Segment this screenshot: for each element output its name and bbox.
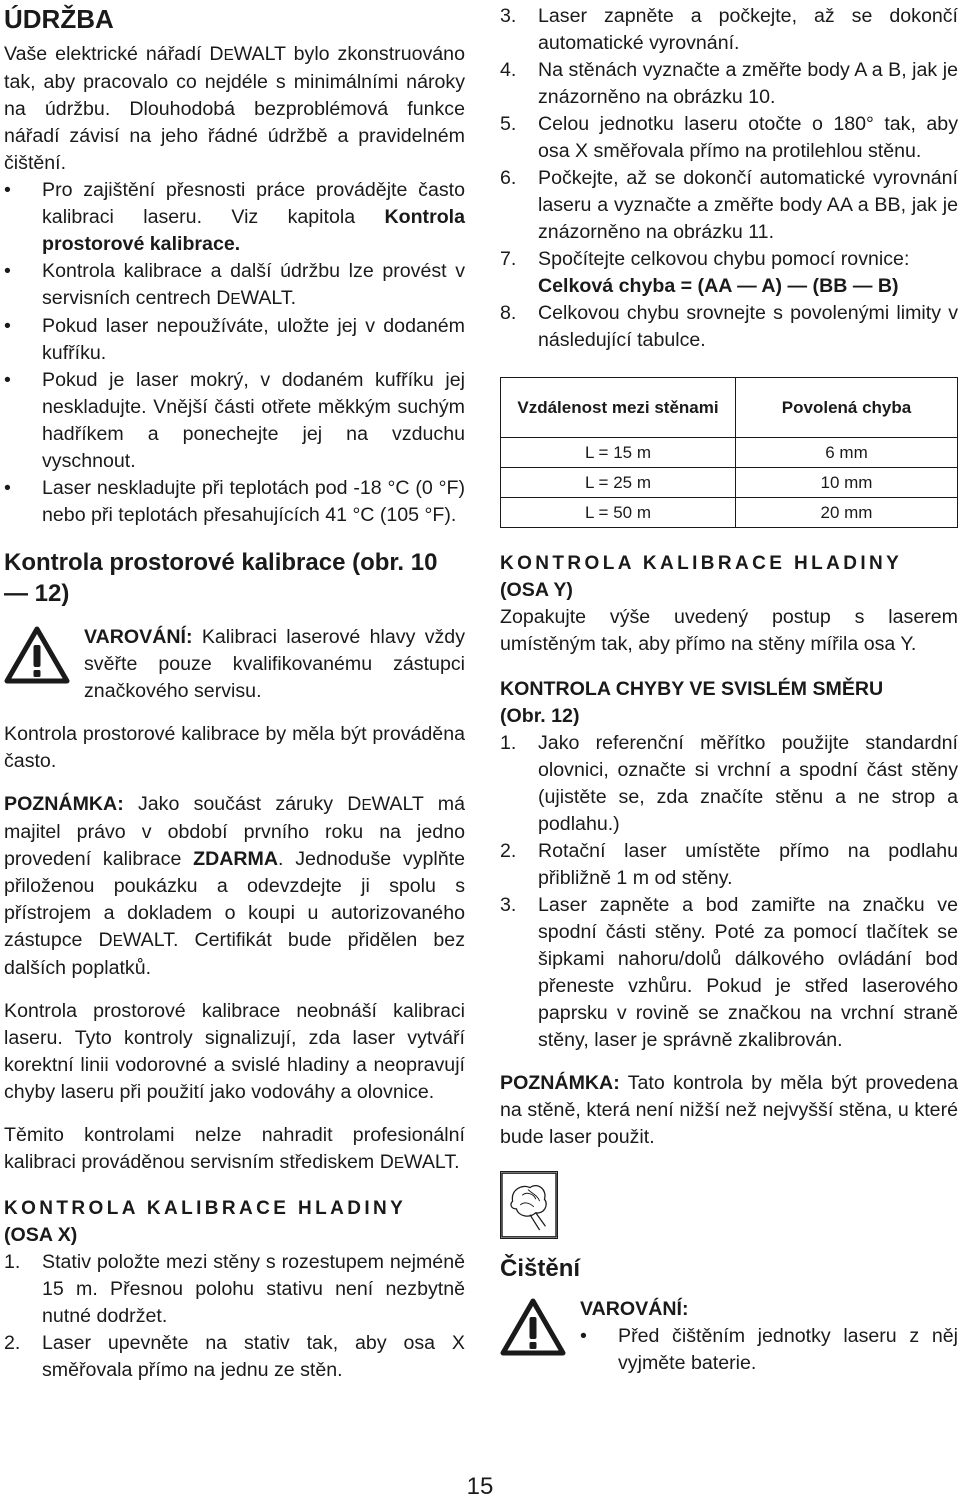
- list-item: • Laser neskladujte při teplotách pod -18 °C (0 °F) nebo při teplotách přesahujících 41 °C (105 °F).: [4, 477, 465, 526]
- vertical-heading: KONTROLA CHYBY VE SVISLÉM SMĚRU (Obr. 12): [500, 678, 884, 727]
- table-header-row: [501, 378, 958, 438]
- paragraph: Kontrola prostorové kalibrace neobnáší kalibraci laseru. Tyto kontroly signalizují, zda laser vytváří korektní linii vodorovné a svislé hladiny a neopravují chyby laseru při použití jako vodováhy a olovnice.: [4, 1000, 465, 1103]
- x-axis-steps: [4, 1249, 465, 1384]
- list-item: 4. Na stěnách vyznačte a změřte body A a B, jak je znázorněno na obrázku 10.: [500, 59, 958, 108]
- table-row: [501, 438, 958, 468]
- step-eight: [500, 300, 958, 354]
- column-header: Vzdálenost mezi stěnami: [501, 378, 736, 438]
- vertical-steps: [500, 730, 958, 1054]
- list-item: 2. Rotační laser umístěte přímo na podlahu přibližně 1 m od stěny.: [500, 840, 958, 889]
- table-cell: 20 mm: [736, 498, 958, 528]
- section-heading-calibration: Kontrola prostorové kalibrace (obr. 10 — 12): [4, 549, 438, 607]
- table-cell: 10 mm: [736, 468, 958, 498]
- x-axis-steps-continued: [500, 3, 958, 273]
- cleaning-warning-block: [500, 1296, 958, 1377]
- list-item: 6. Počkejte, až se dokončí automatické vyrovnání laseru a vyznačte a změřte body AA a BB, jak je znázorněno na obrázku 11.: [500, 167, 958, 243]
- paragraph: Kontrola prostorové kalibrace by měla být prováděna často.: [4, 723, 465, 772]
- list-item: • Před čištěním jednotky laseru z něj vyjměte baterie.: [580, 1325, 958, 1374]
- warning-text: VAROVÁNÍ: Kalibraci laserové hlavy vždy svěřte pouze kvalifikovanému zástupci značkového servisu.: [84, 626, 465, 702]
- left-column: [4, 0, 465, 1384]
- table-row: [501, 468, 958, 498]
- tolerance-table: [500, 377, 958, 528]
- table-cell: 6 mm: [736, 438, 958, 468]
- list-item: 3. Laser zapněte a počkejte, až se dokončí automatické vyrovnání.: [500, 5, 958, 54]
- page-number: 15: [466, 1473, 494, 1500]
- intro-paragraph: Vaše elektrické nářadí DEWALT bylo zkonstruováno tak, aby pracovalo co nejdéle s minimálními nároky na údržbu. Dlouhodobá bezproblémová funkce nářadí závisí na jeho řádné údržbě a pravidelném čištění.: [4, 43, 465, 174]
- warning-label: VAROVÁNÍ:: [580, 1298, 689, 1320]
- cleaning-bullets: [580, 1323, 958, 1377]
- paragraph: Zopakujte výše uvedený postup s laserem umístěným tak, aby přímo na stěny mířila osa Y.: [500, 606, 958, 655]
- table-row: [501, 498, 958, 528]
- list-item: 8. Celkovou chybu srovnejte s povolenými limity v následující tabulce.: [500, 302, 958, 351]
- cleaning-cloth-icon: [500, 1171, 558, 1239]
- list-item: • Kontrola kalibrace a další údržbu lze provést v servisních centrech DEWALT.: [4, 260, 465, 309]
- note-paragraph: POZNÁMKA: Jako součást záruky DEWALT má majitel právo v období prvního roku na jedno provedení kalibrace ZDARMA. Jednoduše vyplňte přiloženou poukázku a odevzdejte ji spolu s přístrojem a dokladem o koupi u autorizovaného zástupce DEWALT. Certifikát bude přidělen bez dalších poplatků.: [4, 793, 465, 979]
- cleaning-heading: Čištění: [500, 1255, 581, 1282]
- list-item: 1. Stativ položte mezi stěny s rozestupem nejméně 15 m. Přesnou polohu stativu není nezbytně nutné dodržet.: [4, 1251, 465, 1327]
- list-item: • Pokud laser nepoužíváte, uložte jej v dodaném kufříku.: [4, 315, 465, 364]
- list-item: 3. Laser zapněte a bod zamiřte na značku ve spodní části stěny. Poté za pomocí tlačítek se šipkami nahoru/dolů dálkového ovládání bod přeneste vzhůru. Pokud je střed laserového paprsku v rovině se značkou na vrchní straně stěny, laser je správně zkalibrován.: [500, 894, 958, 1051]
- y-axis-heading: KONTROLA KALIBRACE HLADINY (OSA Y): [500, 553, 903, 601]
- page-title: ÚDRŽBA: [4, 4, 114, 34]
- table-cell: L = 25 m: [501, 468, 736, 498]
- note-paragraph: POZNÁMKA: Tato kontrola by měla být provedena na stěně, která není nižší než nejvyšší stěna, u které bude laser použit.: [500, 1072, 958, 1148]
- table-cell: L = 50 m: [501, 498, 736, 528]
- list-item: 1. Jako referenční měřítko použijte standardní olovnici, označte si vrchní a spodní část stěny (ujistěte se, zda značíte stěnu a ne strop a podlahu.): [500, 732, 958, 835]
- warning-triangle-icon: [4, 626, 70, 684]
- list-item: • Pro zajištění přesnosti práce provádějte často kalibraci laseru. Viz kapitola Kontrola prostorové kalibrace.: [4, 179, 465, 255]
- list-item: • Pokud je laser mokrý, v dodaném kufříku jej neskladujte. Vnější části otřete měkkým suchým hadříkem a ponechejte jej na vzduchu vyschnout.: [4, 369, 465, 472]
- list-item: 2. Laser upevněte na stativ tak, aby osa X směřovala přímo na jednu ze stěn.: [4, 1332, 465, 1381]
- list-item: 7. Spočítejte celkovou chybu pomocí rovnice:: [500, 248, 910, 270]
- x-axis-heading: KONTROLA KALIBRACE HLADINY (OSA X): [4, 1198, 407, 1246]
- table-cell: L = 15 m: [501, 438, 736, 468]
- column-header: Povolená chyba: [736, 378, 958, 438]
- warning-block: [4, 624, 465, 705]
- paragraph: Těmito kontrolami nelze nahradit profesionální kalibraci prováděnou servisním střediskem DEWALT.: [4, 1124, 465, 1173]
- maintenance-bullets: [4, 177, 465, 529]
- error-formula: Celková chyba = (AA — A) — (BB — B): [538, 275, 899, 297]
- list-item: 5. Celou jednotku laseru otočte o 180° tak, aby osa X směřovala přímo na protilehlou stěnu.: [500, 113, 958, 162]
- warning-triangle-icon: [500, 1298, 566, 1356]
- right-column: [500, 3, 958, 1377]
